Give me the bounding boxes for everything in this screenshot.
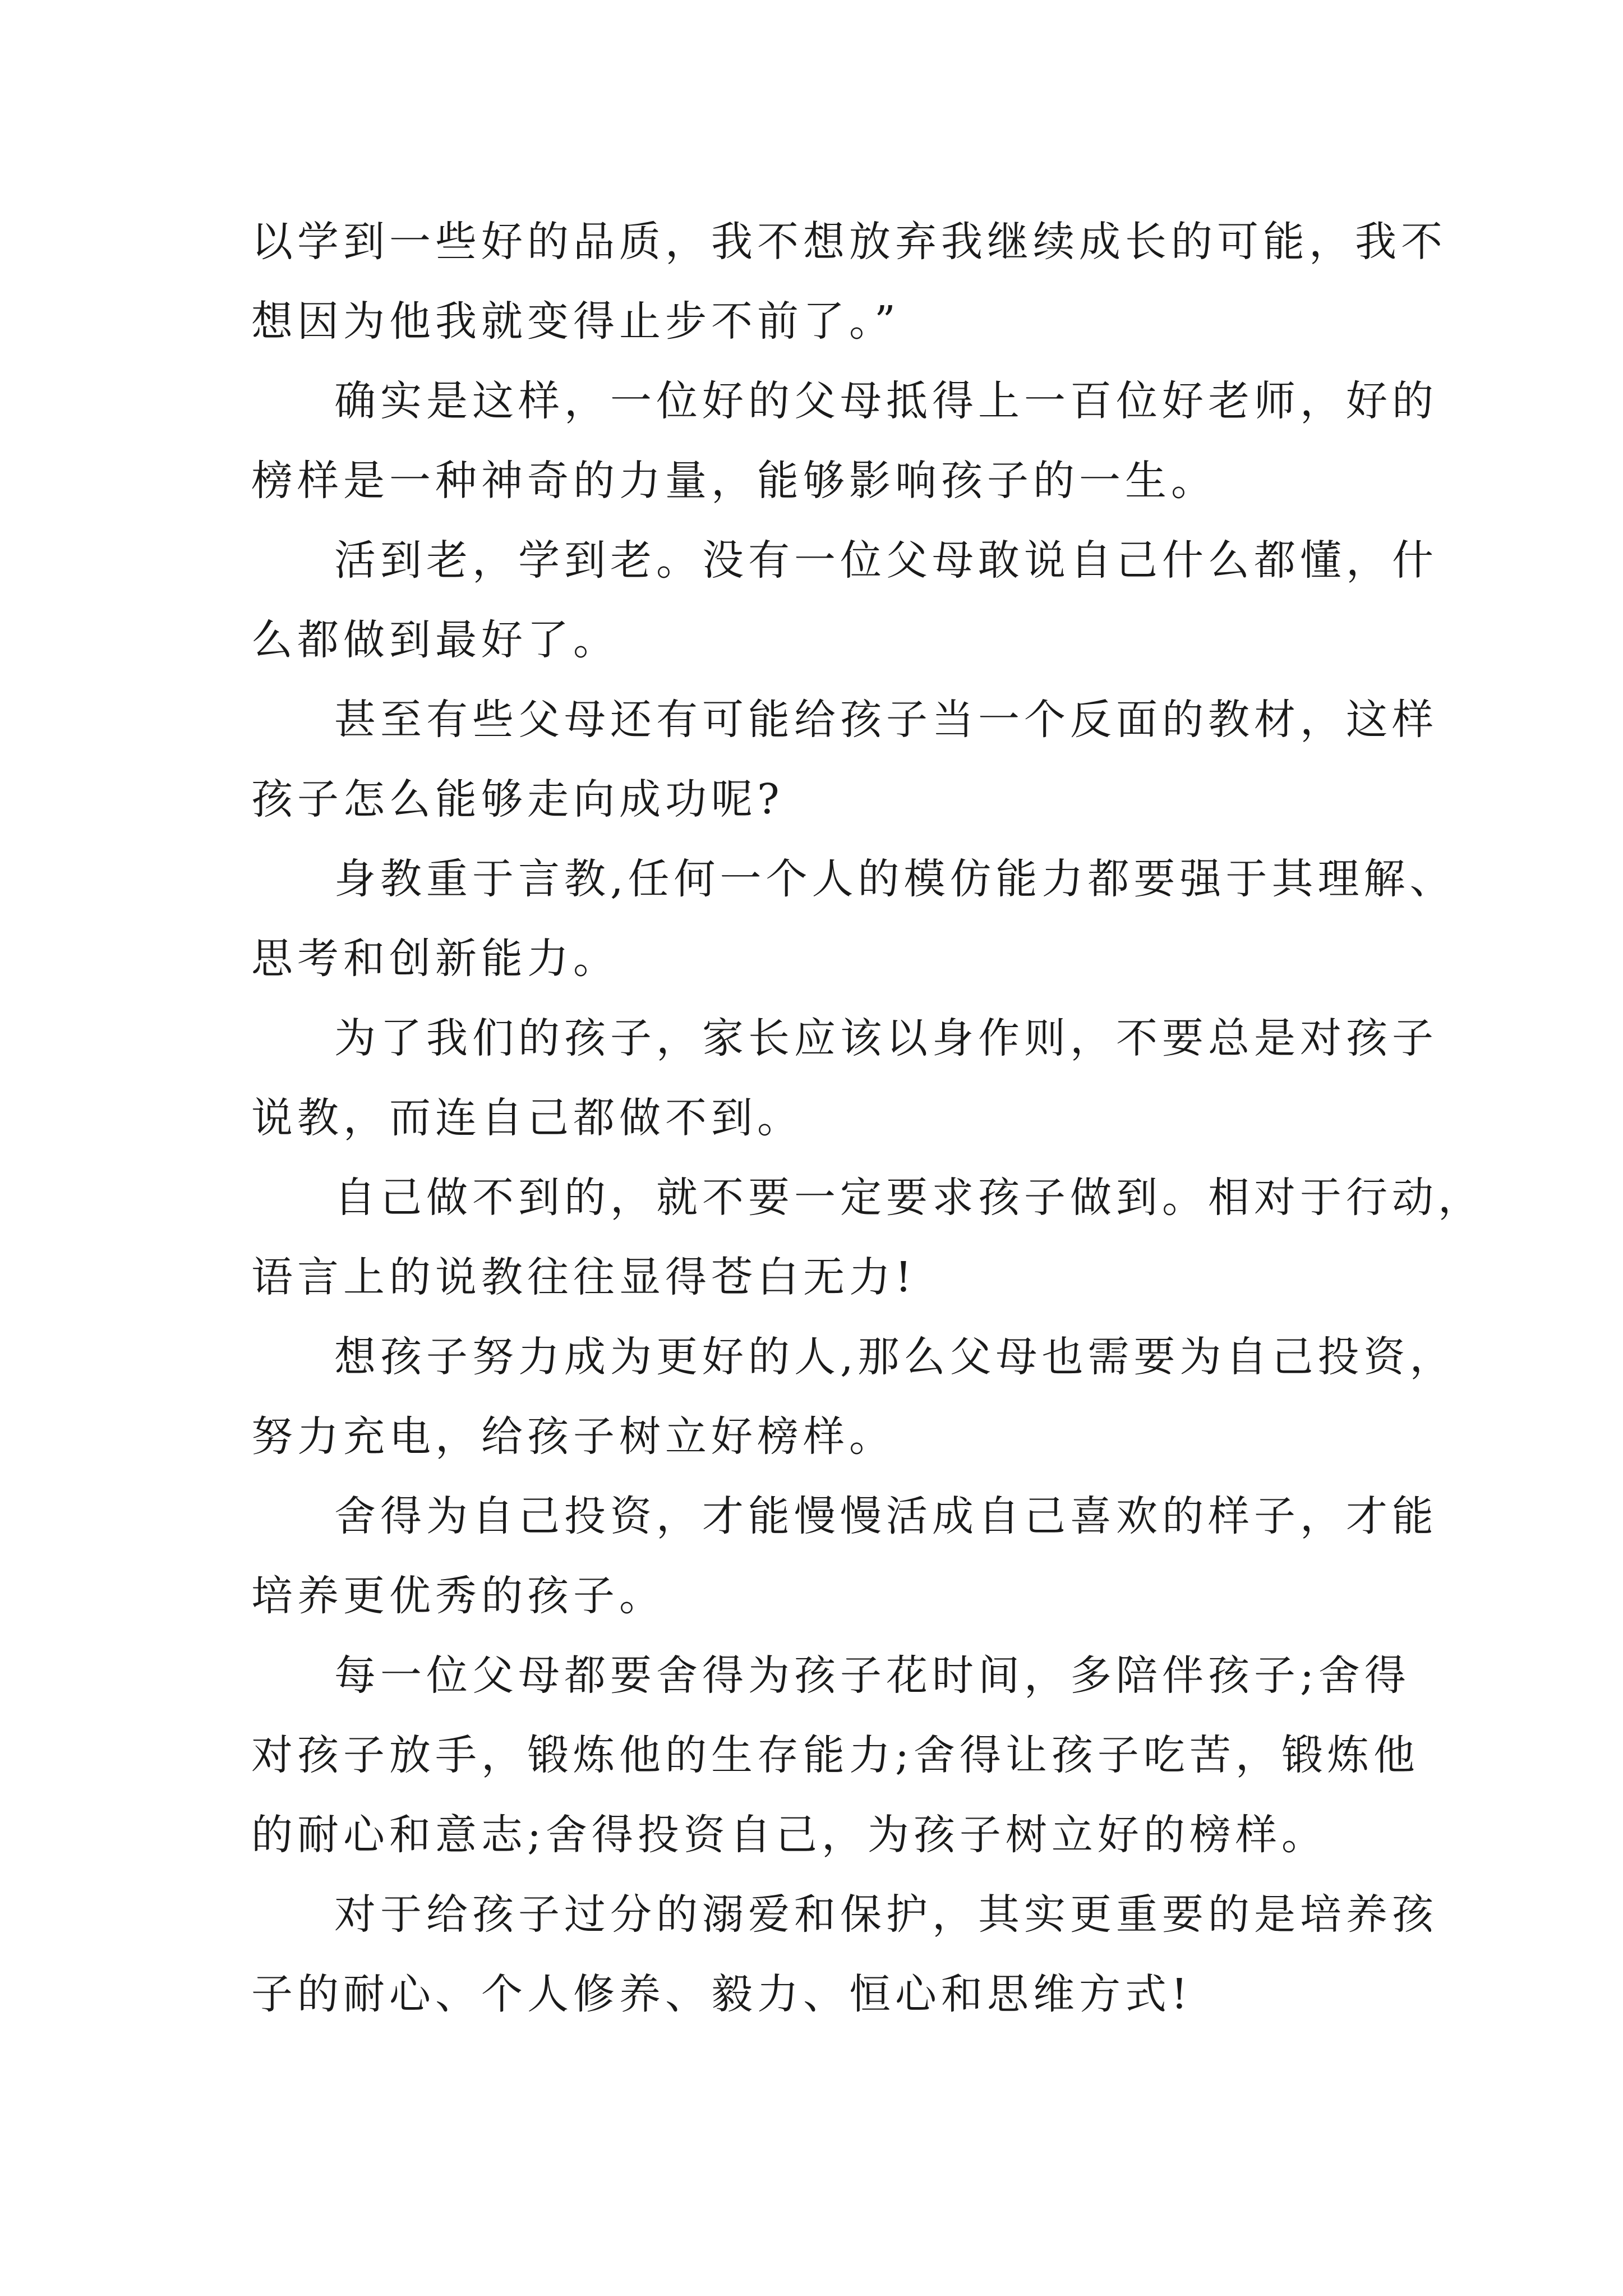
paragraph-line: 自己做不到的，就不要一定要求孩子做到。相对于行动， bbox=[334, 1174, 1484, 1222]
paragraph-line: 想孩子努力成为更好的人,那么父母也需要为自己投资， bbox=[334, 1333, 1456, 1381]
paragraph-line: 活到老，学到老。没有一位父母敢说自己什么都懂，什 bbox=[334, 536, 1438, 585]
paragraph-3 bbox=[251, 521, 1438, 680]
paragraph-line: 确实是这样，一位好的父母抵得上一百位好老师，好的 bbox=[334, 377, 1438, 425]
paragraph-line: 身教重于言教,任何一个人的模仿能力都要强于其理解、 bbox=[334, 855, 1456, 903]
paragraph-11 bbox=[251, 1875, 1438, 2034]
paragraph-7 bbox=[251, 1158, 1484, 1317]
paragraph-line: 对于给孩子过分的溺爱和保护，其实更重要的是培养孩 bbox=[334, 1890, 1438, 1939]
paragraph-line: 孩子怎么能够走向成功呢? bbox=[251, 775, 784, 823]
paragraph-line: 的耐心和意志;舍得投资自己，为孩子树立好的榜样。 bbox=[251, 1811, 1327, 1859]
paragraph-8 bbox=[251, 1317, 1456, 1476]
paragraph-line: 子的耐心、个人修养、毅力、恒心和思维方式! bbox=[251, 1970, 1192, 2018]
paragraph-1 bbox=[251, 202, 1447, 361]
paragraph-line: 语言上的说教往往显得苍白无力! bbox=[251, 1253, 916, 1301]
paragraph-4 bbox=[251, 680, 1438, 839]
paragraph-10 bbox=[251, 1636, 1419, 1875]
paragraph-9 bbox=[251, 1476, 1438, 1636]
paragraph-6 bbox=[251, 999, 1438, 1158]
paragraph-5 bbox=[251, 839, 1456, 999]
paragraph-line: 榜样是一种神奇的力量，能够影响孩子的一生。 bbox=[251, 457, 1217, 505]
paragraph-line: 想因为他我就变得止步不前了。” bbox=[251, 297, 900, 346]
paragraph-2 bbox=[251, 361, 1438, 521]
paragraph-line: 舍得为自己投资，才能慢慢活成自己喜欢的样子，才能 bbox=[334, 1492, 1438, 1540]
paragraph-line: 以学到一些好的品质，我不想放弃我继续成长的可能，我不 bbox=[251, 218, 1447, 266]
paragraph-line: 么都做到最好了。 bbox=[251, 616, 619, 664]
paragraph-line: 每一位父母都要舍得为孩子花时间，多陪伴孩子;舍得 bbox=[334, 1651, 1410, 1700]
paragraph-line: 培养更优秀的孩子。 bbox=[251, 1572, 665, 1620]
paragraph-line: 为了我们的孩子，家长应该以身作则，不要总是对孩子 bbox=[334, 1014, 1438, 1062]
document-body bbox=[251, 202, 1484, 2034]
paragraph-line: 努力充电，给孩子树立好榜样。 bbox=[251, 1412, 895, 1461]
paragraph-line: 甚至有些父母还有可能给孩子当一个反面的教材，这样 bbox=[334, 696, 1438, 744]
paragraph-line: 思考和创新能力。 bbox=[251, 935, 619, 983]
paragraph-line: 说教，而连自己都做不到。 bbox=[251, 1094, 803, 1142]
paragraph-line: 对孩子放手，锻炼他的生存能力;舍得让孩子吃苦，锻炼他 bbox=[251, 1731, 1419, 1779]
